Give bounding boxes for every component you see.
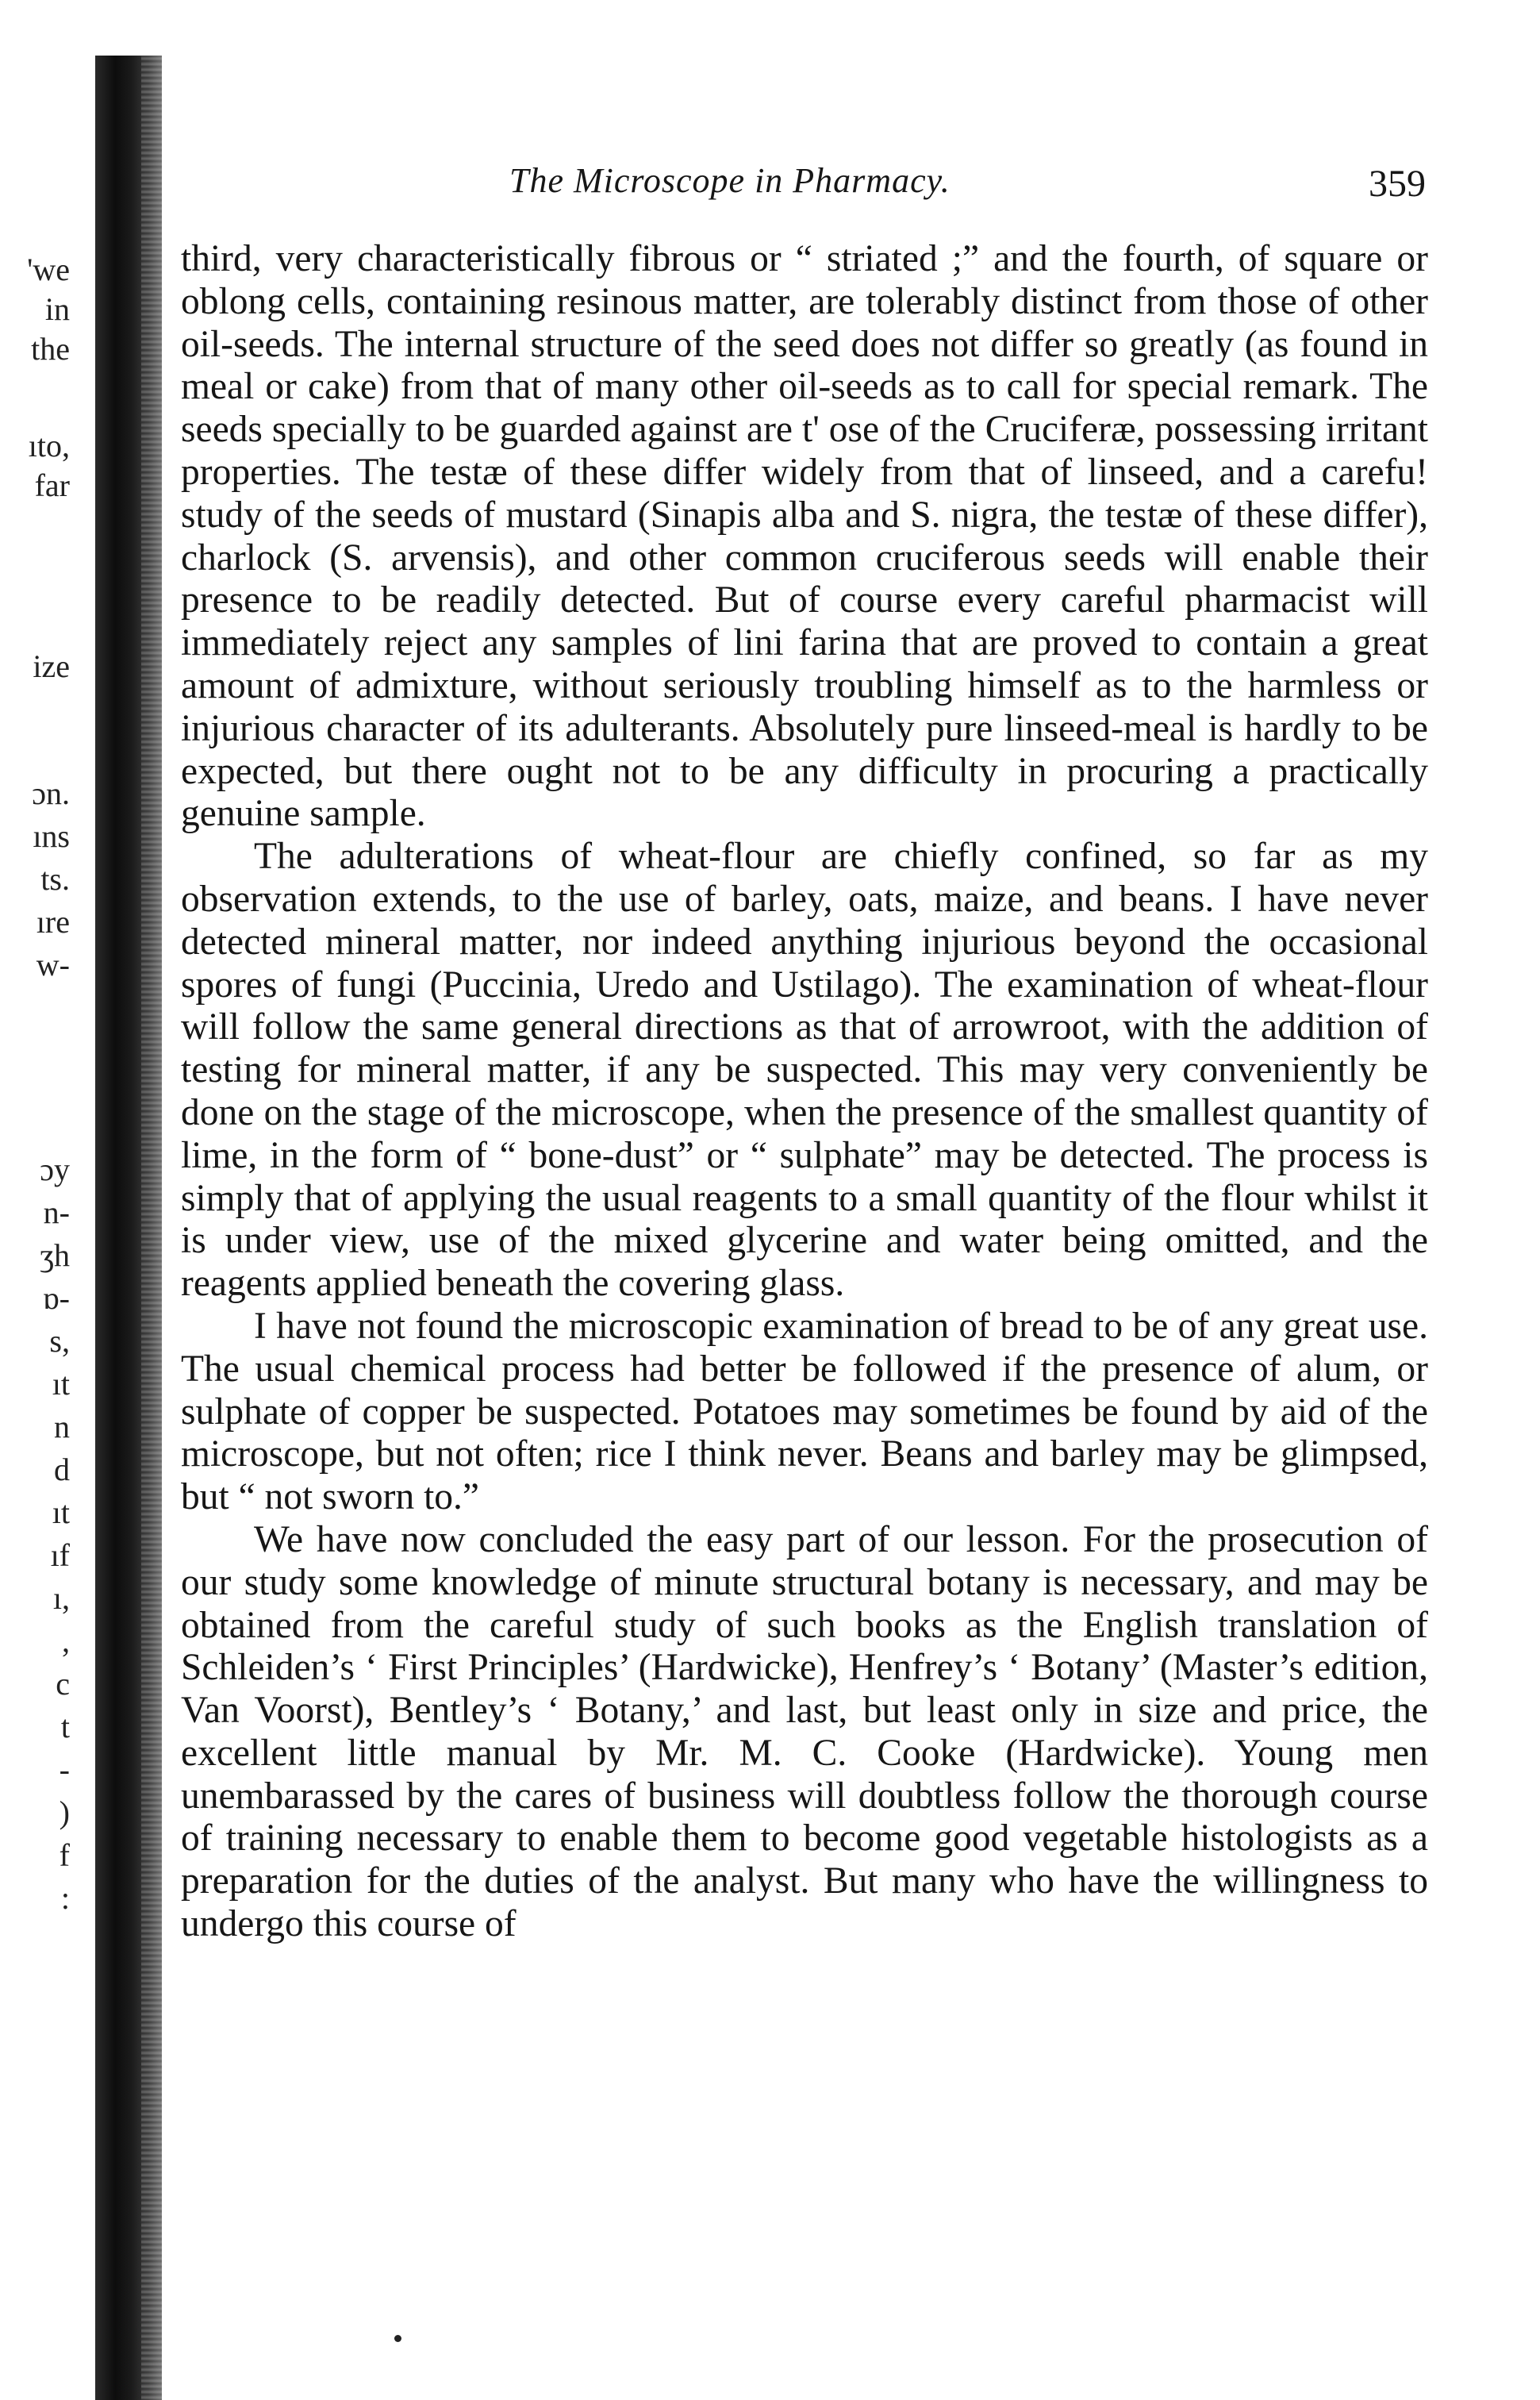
paragraph: third, very characteristically fibrous or “ striated ;” and the fourth, of square or oblong cells, containing resinous matter, are tolerably distinct from those of other oil-seeds. The internal structure of the seed does not differ so greatly (as found in meal or cake) from that of many other oil-seeds as to call for special remark. The seeds specially to be guarded against are t' ose of the Cruciferæ, possessing irritant properties. The testæ of these differ widely from that of linseed, and a carefu! study of the seeds of mustard (Sinapis alba and S. nigra, the testæ of these differ), charlock (S. arvensis), and other common cruciferous seeds will enable their presence to be readily detected. But of course every careful pharmacist will immediately reject any samples of lini farina that are proved to contain a great amount of admixture, without seriously troubling himself as to the harmless or injurious character of its adulterants. Absolutely pure linseed-meal is hardly to be expected, but there ought not to be any difficulty in procuring a practically genuine sample. — [181, 238, 1428, 835]
margin-fragment: t — [60, 1709, 70, 1744]
paragraph: I have not found the microscopic examination of bread to be of any great use. The usual chemical process had better be followed if the presence of alum, or sulphate of copper be suspected. Potatoes may sometimes be found by aid of the microscope, but not often; rice I think never. Beans and barley may be glimpsed, but “ not sworn to.” — [181, 1305, 1428, 1518]
margin-fragment: the — [31, 331, 70, 367]
margin-fragment: far — [34, 467, 70, 503]
margin-fragment: f — [59, 1837, 70, 1873]
margin-fragment: - — [59, 1752, 70, 1787]
paragraph: The adulterations of wheat-flour are chiefly confined, so far as my observation extends, to the use of barley, oats, maize, and beans. I have never detected mineral matter, nor indeed anything injurious beyond the occasional spores of fungi (Puccinia, Uredo and Ustilago). The examination of wheat-flour will follow the same general directions as that of arrowroot, with the addition of testing for mineral matter, if any be suspected. This may very conveniently be done on the stage of the microscope, when the presence of the smallest quantity of lime, in the form of “ bone-dust” or “ sulphate” may be detected. The process is simply that of applying the usual reagents to a small quantity of the flour whilst it is under view, use of the mixed glycerine and water being omitted, and the reagents applied beneath the covering glass. — [181, 836, 1428, 1305]
margin-fragment: ıto, — [28, 428, 70, 463]
paragraph: We have now concluded the easy part of our lesson. For the prosecution of our study some knowledge of minute structural botany is necessary, and may be obtained from the careful study of such books as the English translation of Schleiden’s ‘ First Principles’ (Hardwicke), Henfrey’s ‘ Botany’ (Master’s edition, Van Voorst), Bentley’s ‘ Botany,’ and last, but least only in size and price, the excellent little manual by Mr. M. C. Cooke (Hardwicke). Young men unembarassed by the cares of business will doubtless follow the thorough course of training necessary to enable them to become good vegetable histologists as a preparation for the duties of the analyst. But many who have the willingness to undergo this course of — [181, 1518, 1428, 1945]
margin-fragment: in — [44, 291, 70, 327]
margin-fragment: : — [60, 1880, 70, 1916]
page-number: 359 — [1369, 163, 1426, 205]
margin-fragment: ıf — [50, 1537, 70, 1573]
margin-fragment: ɔn. — [32, 775, 70, 811]
margin-fragment: 'we — [27, 252, 70, 287]
margin-fragment: ) — [59, 1794, 70, 1830]
margin-fragment: ɔy — [40, 1152, 70, 1187]
margin-fragment: ize — [33, 648, 70, 684]
margin-fragment: c — [56, 1666, 70, 1702]
margin-fragment: n- — [43, 1194, 70, 1230]
margin-fragment: s, — [49, 1323, 70, 1359]
running-title: The Microscope in Pharmacy. — [509, 161, 950, 200]
margin-fragment: ts. — [40, 861, 70, 897]
running-head — [184, 156, 1426, 211]
body-text — [181, 238, 1428, 1946]
margin-fragment: ıre — [36, 904, 70, 940]
margin-fragment: , — [62, 1623, 70, 1659]
stray-mark — [394, 2335, 401, 2342]
margin-fragment: ıt — [52, 1494, 70, 1530]
margin-fragment: ɒ- — [42, 1280, 70, 1316]
margin-fragment: n — [54, 1409, 70, 1444]
margin-fragment: w- — [36, 947, 70, 983]
margin-fragment: ı, — [52, 1580, 70, 1616]
margin-fragment: ʒh — [40, 1237, 70, 1273]
facing-page-margin — [0, 0, 94, 2400]
margin-fragment: ıns — [33, 818, 70, 854]
margin-fragment: ıt — [52, 1366, 70, 1402]
margin-fragment: d — [54, 1452, 70, 1487]
binding-gutter — [95, 56, 162, 2400]
